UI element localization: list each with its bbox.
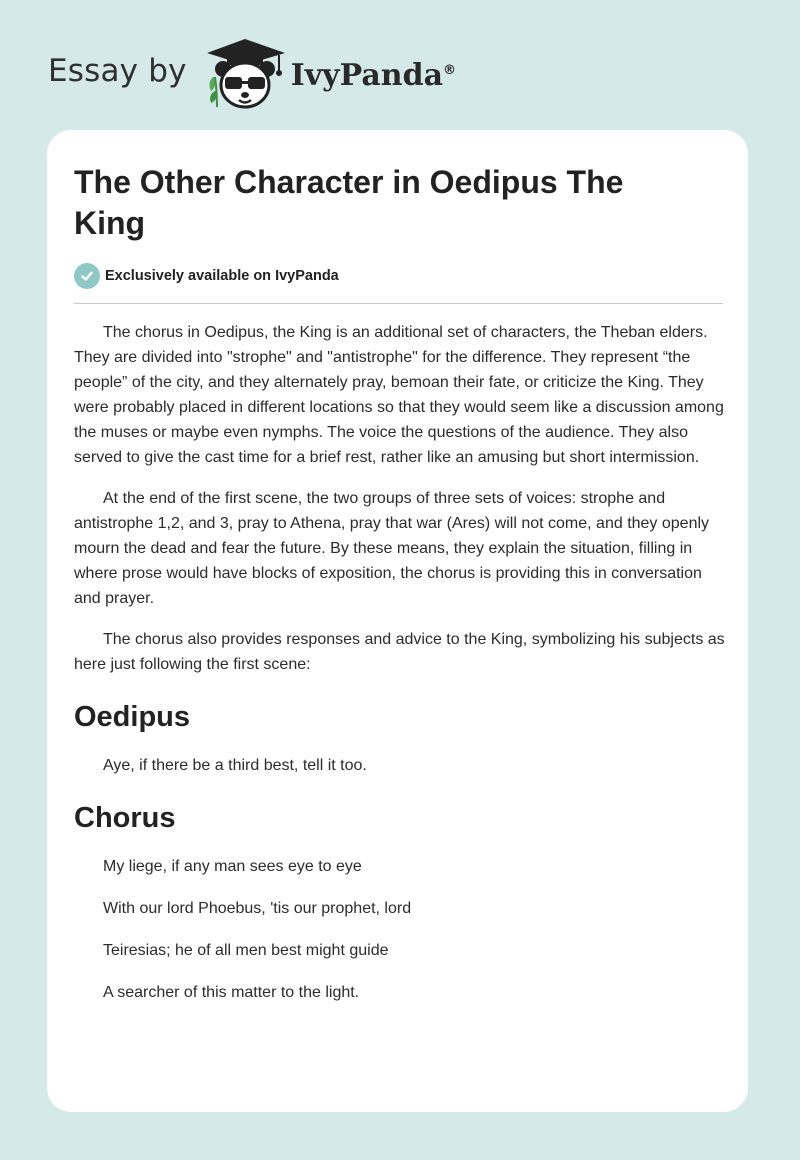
page-title: The Other Character in Oedipus The King	[74, 164, 624, 241]
exclusive-label: Exclusively available on IvyPanda	[105, 268, 339, 284]
paragraph: The chorus in Oedipus, the King is an additional set of characters, the Theban elders. They are divided into "strophe" and "antistrophe" for the difference. They represent “the people” of the city, and they alternately pray, bemoan their fate, or criticize the King. They were probably placed in different locations so that they would seem like a discussion among the muses or maybe even nymphs. The voice the questions of the audience. They also served to give the cast time for a brief rest, rather like an amusing but short intermission.	[74, 324, 724, 466]
section-heading-oedipus: Oedipus	[74, 701, 191, 733]
check-icon	[74, 263, 100, 289]
brand-logo[interactable]	[48, 34, 456, 114]
exclusive-badge	[74, 263, 339, 289]
paragraph: The chorus also provides responses and advice to the King, symbolizing his subjects as here just following the first scene:	[74, 631, 725, 673]
registered-mark: ®	[443, 62, 457, 78]
verse-line: Teiresias; he of all men best might guide	[103, 942, 389, 959]
essay-body	[74, 320, 726, 1005]
verse-line: With our lord Phoebus, 'tis our prophet, lord	[103, 900, 412, 917]
panda-mascot-icon	[201, 37, 289, 111]
essay-card	[47, 130, 748, 1112]
verse-line: Aye, if there be a third best, tell it too.	[103, 757, 367, 774]
divider	[74, 303, 723, 304]
chorus-lines	[74, 854, 726, 1005]
brand-prefix: Essay by	[48, 53, 187, 89]
paragraph: At the end of the first scene, the two groups of three sets of voices: strophe and antistrophe 1,2, and 3, pray to Athena, pray that war (Ares) will not come, and they openly mourn the dead and fear the future. By these means, they explain the situation, filling in where prose would have blocks of exposition, the chorus is providing this in conversation and prayer.	[74, 490, 710, 607]
oedipus-lines	[74, 753, 726, 778]
brand-name: IvyPanda®	[290, 57, 457, 93]
verse-line: A searcher of this matter to the light.	[103, 984, 360, 1001]
verse-line: My liege, if any man sees eye to eye	[103, 858, 362, 875]
section-heading-chorus: Chorus	[74, 802, 176, 834]
